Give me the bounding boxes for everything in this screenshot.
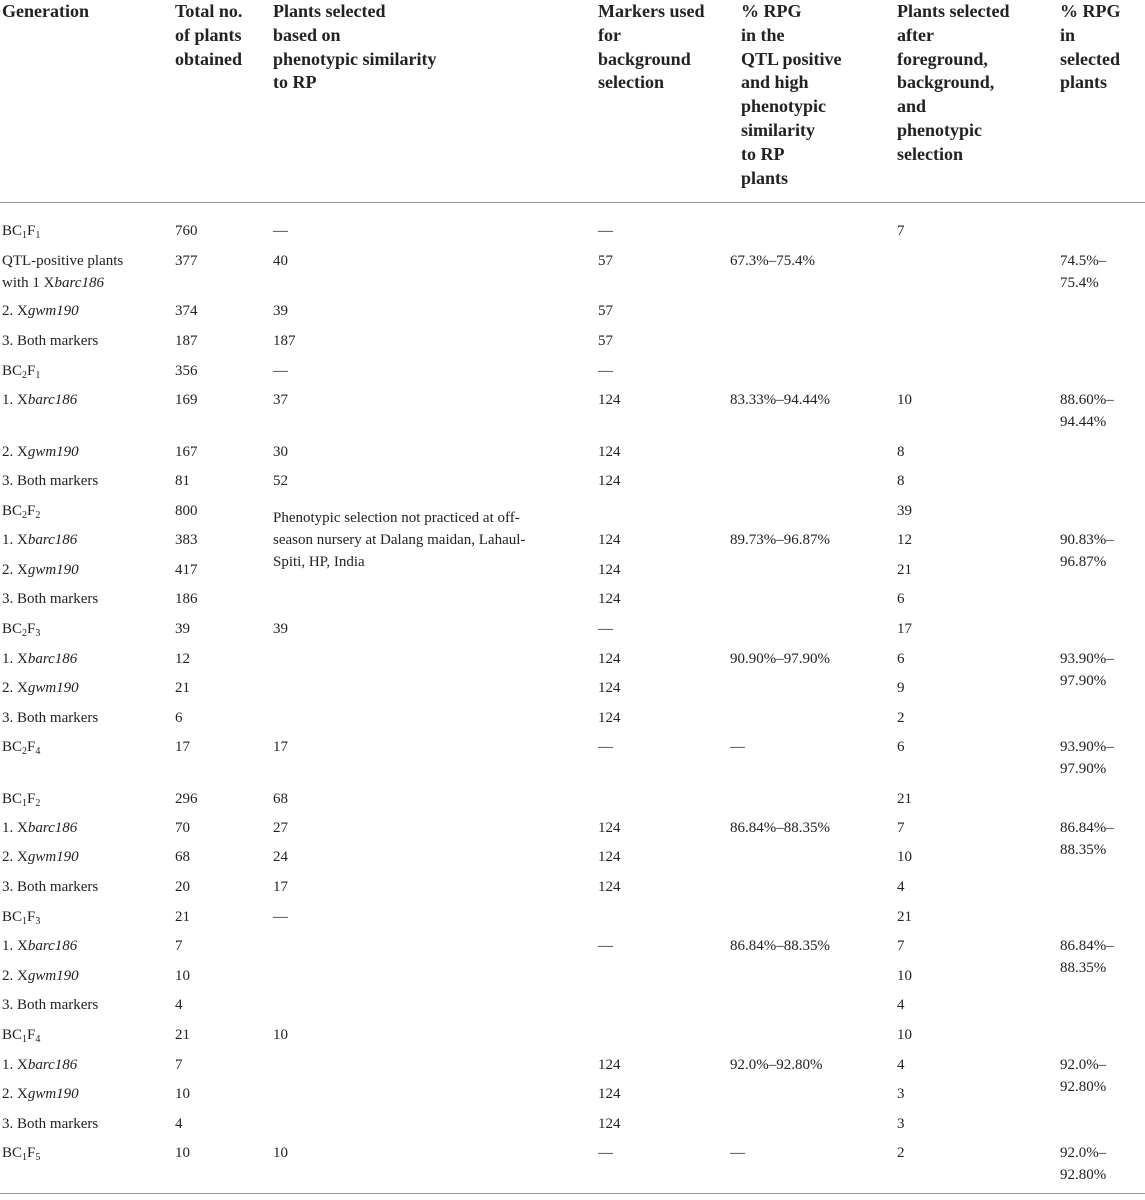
cell-plants-selected: 7 — [897, 223, 905, 239]
table-bottom-rule — [0, 1193, 1145, 1194]
generation-text: BC — [2, 909, 23, 925]
cell-phenotypic-selected: 10 — [273, 1027, 288, 1043]
cell-rpg-selected: 74.5%– 75.4% — [1060, 253, 1107, 291]
cell-markers-used: 124 — [598, 820, 621, 836]
cell-plants-selected: 6 — [897, 591, 905, 607]
cell-generation — [2, 250, 123, 294]
generation-subscript: 1 — [35, 230, 41, 241]
cell-generation — [2, 677, 79, 699]
cell-generation — [2, 876, 98, 898]
cell-markers-used: 124 — [598, 532, 621, 548]
generation-text: F — [27, 1145, 36, 1161]
header-markers-used: Markers used for background selection — [598, 1, 705, 93]
cell-markers-used: — — [598, 739, 613, 755]
cell-generation — [2, 618, 40, 640]
cell-total: 68 — [175, 849, 190, 865]
cell-total: 21 — [175, 680, 190, 696]
marker-name: barc186 — [27, 820, 78, 836]
header-rpg-qtl-positive: % RPG in the QTL positive and high phenotypic similarity to RP plants — [741, 1, 842, 188]
cell-phenotypic-selected: 17 — [273, 879, 288, 895]
cell-generation — [2, 846, 79, 868]
cell-generation — [2, 1054, 77, 1076]
cell-total: 186 — [175, 591, 198, 607]
cell-markers-used: 124 — [598, 444, 621, 460]
generation-text: 2. X — [2, 680, 28, 696]
cell-total: 760 — [175, 223, 198, 239]
generation-text: F — [27, 503, 36, 519]
generation-subscript: 1 — [22, 230, 28, 241]
cell-generation — [2, 1024, 40, 1046]
header-plants-selected-phenotypic: Plants selected based on phenotypic similarity to RP — [273, 1, 437, 93]
cell-rpg-qtl: 86.84%–88.35% — [730, 820, 830, 836]
generation-subscript: 2 — [22, 370, 28, 381]
header-plants-selected-after: Plants selected after foreground, background, and phenotypic selection — [897, 1, 1010, 164]
header-total-plants: Total no. of plants obtained — [175, 1, 243, 69]
generation-text: 2. X — [2, 849, 28, 865]
generation-subscript: 2 — [22, 510, 28, 521]
cell-phenotypic-selected: 39 — [273, 303, 288, 319]
cell-markers-used: 124 — [598, 1116, 621, 1132]
cell-rpg-qtl: 83.33%–94.44% — [730, 392, 830, 408]
phenotypic-note: Phenotypic selection not practiced at off- season nursery at Dalang maidan, Lahaul- Spiti, HP, India — [273, 510, 526, 570]
marker-name: barc186 — [27, 1057, 78, 1073]
cell-generation — [2, 559, 79, 581]
generation-subscript: 1 — [35, 370, 41, 381]
cell-phenotypic-selected: — — [273, 223, 288, 239]
cell-markers-used: 57 — [598, 303, 613, 319]
cell-plants-selected: 6 — [897, 739, 905, 755]
marker-name: barc186 — [54, 275, 104, 291]
cell-rpg-selected: 93.90%– 97.90% — [1060, 739, 1114, 777]
marker-name: gwm190 — [27, 303, 79, 319]
cell-rpg-qtl: — — [730, 739, 745, 755]
generation-text: F — [27, 791, 36, 807]
cell-markers-used: 124 — [598, 562, 621, 578]
cell-markers-used: — — [598, 938, 613, 954]
cell-plants-selected: 8 — [897, 444, 905, 460]
cell-generation — [2, 994, 98, 1016]
generation-subscript: 3 — [35, 916, 41, 927]
cell-markers-used: 124 — [598, 710, 621, 726]
cell-generation — [2, 330, 98, 352]
cell-total: 4 — [175, 1116, 183, 1132]
cell-markers-used: 57 — [598, 253, 613, 269]
cell-total: 4 — [175, 997, 183, 1013]
marker-name: barc186 — [27, 532, 78, 548]
marker-name: barc186 — [27, 938, 78, 954]
cell-rpg-selected: 92.0%– 92.80% — [1060, 1057, 1107, 1095]
cell-plants-selected: 21 — [897, 562, 912, 578]
cell-total: 10 — [175, 1086, 190, 1102]
cell-phenotypic-selected: 17 — [273, 739, 288, 755]
cell-generation — [2, 470, 98, 492]
cell-generation — [2, 1083, 79, 1105]
cell-generation — [2, 441, 79, 463]
cell-plants-selected: 2 — [897, 710, 905, 726]
cell-total: 417 — [175, 562, 198, 578]
header-generation: Generation — [2, 1, 89, 21]
cell-generation — [2, 817, 77, 839]
generation-subscript: 4 — [35, 746, 41, 757]
generation-subscript: 1 — [22, 1152, 28, 1163]
cell-plants-selected: 17 — [897, 621, 912, 637]
generation-text: BC — [2, 621, 23, 637]
cell-rpg-qtl: 90.90%–97.90% — [730, 651, 830, 667]
cell-phenotypic-selected: — — [273, 363, 288, 379]
cell-markers-used: 124 — [598, 392, 621, 408]
cell-total: 356 — [175, 363, 198, 379]
cell-rpg-selected: 86.84%– 88.35% — [1060, 820, 1114, 858]
cell-generation — [2, 965, 79, 987]
generation-text: 2. X — [2, 444, 28, 460]
marker-name: gwm190 — [27, 562, 79, 578]
cell-plants-selected: 4 — [897, 997, 905, 1013]
generation-text: 3. Both markers — [2, 879, 99, 895]
cell-total: 39 — [175, 621, 190, 637]
cell-total: 17 — [175, 739, 190, 755]
marker-name: gwm190 — [27, 849, 79, 865]
generation-text: 1. X — [2, 651, 28, 667]
cell-markers-used: 124 — [598, 879, 621, 895]
cell-phenotypic-selected: 10 — [273, 1145, 288, 1161]
generation-subscript: 2 — [22, 746, 28, 757]
generation-text: 2. X — [2, 303, 28, 319]
generation-subscript: 1 — [22, 798, 28, 809]
cell-markers-used: 124 — [598, 849, 621, 865]
cell-generation — [2, 736, 40, 758]
marker-name: gwm190 — [27, 1086, 79, 1102]
cell-markers-used: 124 — [598, 1086, 621, 1102]
cell-markers-used: — — [598, 621, 613, 637]
cell-rpg-qtl: 92.0%–92.80% — [730, 1057, 823, 1073]
cell-phenotypic-selected: 24 — [273, 849, 288, 865]
cell-markers-used: — — [598, 223, 613, 239]
cell-plants-selected: 4 — [897, 1057, 905, 1073]
cell-phenotypic-selected: 68 — [273, 791, 288, 807]
cell-phenotypic-selected: — — [273, 909, 288, 925]
cell-total: 800 — [175, 503, 198, 519]
cell-plants-selected: 10 — [897, 849, 912, 865]
cell-total: 187 — [175, 333, 198, 349]
cell-markers-used: 124 — [598, 473, 621, 489]
cell-total: 21 — [175, 909, 190, 925]
cell-generation — [2, 300, 79, 322]
generation-text: 1. X — [2, 938, 28, 954]
cell-plants-selected: 10 — [897, 968, 912, 984]
generation-subscript: 2 — [22, 628, 28, 639]
generation-subscript: 4 — [35, 1034, 41, 1045]
generation-text: F — [27, 1027, 36, 1043]
generation-subscript: 2 — [35, 798, 41, 809]
cell-total: 81 — [175, 473, 190, 489]
cell-markers-used: 124 — [598, 651, 621, 667]
cell-plants-selected: 3 — [897, 1086, 905, 1102]
cell-markers-used: 124 — [598, 1057, 621, 1073]
cell-phenotypic-selected: 39 — [273, 621, 288, 637]
cell-plants-selected: 8 — [897, 473, 905, 489]
generation-text: F — [27, 621, 36, 637]
cell-markers-used: 124 — [598, 680, 621, 696]
cell-phenotypic-selected: 30 — [273, 444, 288, 460]
cell-plants-selected: 39 — [897, 503, 912, 519]
generation-text: BC — [2, 503, 23, 519]
generation-text: BC — [2, 1027, 23, 1043]
generation-text: 1. X — [2, 1057, 28, 1073]
generation-text: QTL-positive plants with 1 X — [2, 253, 124, 291]
cell-plants-selected: 10 — [897, 392, 912, 408]
cell-plants-selected: 7 — [897, 820, 905, 836]
cell-total: 7 — [175, 1057, 183, 1073]
cell-total: 383 — [175, 532, 198, 548]
generation-text: BC — [2, 363, 23, 379]
cell-generation — [2, 906, 40, 928]
generation-text: 3. Both markers — [2, 473, 99, 489]
cell-generation — [2, 648, 77, 670]
cell-phenotypic-selected: 52 — [273, 473, 288, 489]
cell-plants-selected: 9 — [897, 680, 905, 696]
cell-phenotypic-selected: 40 — [273, 253, 288, 269]
cell-total: 6 — [175, 710, 183, 726]
cell-rpg-qtl: 89.73%–96.87% — [730, 532, 830, 548]
cell-plants-selected: 6 — [897, 651, 905, 667]
generation-subscript: 5 — [35, 1152, 41, 1163]
cell-total: 377 — [175, 253, 198, 269]
generation-subscript: 2 — [35, 510, 41, 521]
cell-plants-selected: 3 — [897, 1116, 905, 1132]
cell-generation — [2, 788, 40, 810]
cell-plants-selected: 10 — [897, 1027, 912, 1043]
cell-total: 10 — [175, 1145, 190, 1161]
generation-text: 3. Both markers — [2, 710, 99, 726]
cell-phenotypic-selected: 187 — [273, 333, 296, 349]
marker-name: barc186 — [27, 392, 78, 408]
generation-text: 1. X — [2, 820, 28, 836]
marker-name: gwm190 — [27, 968, 79, 984]
generation-text: 2. X — [2, 968, 28, 984]
generation-subscript: 1 — [22, 1034, 28, 1045]
cell-generation — [2, 360, 40, 382]
cell-total: 70 — [175, 820, 190, 836]
cell-plants-selected: 4 — [897, 879, 905, 895]
cell-markers-used: — — [598, 363, 613, 379]
generation-text: 3. Both markers — [2, 591, 99, 607]
generation-text: 3. Both markers — [2, 997, 99, 1013]
cell-total: 20 — [175, 879, 190, 895]
generation-text: 3. Both markers — [2, 333, 99, 349]
generation-text: F — [27, 909, 36, 925]
table-header — [0, 0, 1145, 203]
generation-text: 2. X — [2, 1086, 28, 1102]
generation-text: BC — [2, 791, 23, 807]
generation-text: F — [27, 363, 36, 379]
cell-plants-selected: 12 — [897, 532, 912, 548]
cell-generation — [2, 588, 98, 610]
cell-rpg-selected: 88.60%– 94.44% — [1060, 392, 1114, 430]
generation-text: 1. X — [2, 392, 28, 408]
generation-text: F — [27, 739, 36, 755]
generation-text: F — [27, 223, 36, 239]
cell-total: 374 — [175, 303, 198, 319]
cell-rpg-qtl: 86.84%–88.35% — [730, 938, 830, 954]
cell-markers-used: 124 — [598, 591, 621, 607]
cell-generation — [2, 707, 98, 729]
generation-text: BC — [2, 739, 23, 755]
generation-subscript: 3 — [35, 628, 41, 639]
cell-rpg-selected: 92.0%– 92.80% — [1060, 1145, 1107, 1183]
cell-plants-selected: 2 — [897, 1145, 905, 1161]
cell-plants-selected: 21 — [897, 791, 912, 807]
cell-rpg-selected: 90.83%– 96.87% — [1060, 532, 1114, 570]
cell-plants-selected: 7 — [897, 938, 905, 954]
cell-total: 169 — [175, 392, 198, 408]
generation-text: BC — [2, 1145, 23, 1161]
cell-total: 7 — [175, 938, 183, 954]
cell-total: 10 — [175, 968, 190, 984]
cell-rpg-qtl: 67.3%–75.4% — [730, 253, 815, 269]
cell-generation — [2, 389, 77, 411]
cell-generation — [2, 500, 40, 522]
cell-total: 21 — [175, 1027, 190, 1043]
generation-text: 1. X — [2, 532, 28, 548]
cell-phenotypic-selected: 27 — [273, 820, 288, 836]
cell-phenotypic-selected: 37 — [273, 392, 288, 408]
cell-generation — [2, 935, 77, 957]
cell-generation — [2, 1142, 40, 1164]
cell-generation — [2, 529, 77, 551]
cell-total: 12 — [175, 651, 190, 667]
cell-rpg-qtl: — — [730, 1145, 745, 1161]
header-rpg-selected: % RPG in selected plants — [1060, 1, 1121, 93]
cell-rpg-selected: 86.84%– 88.35% — [1060, 938, 1114, 976]
cell-total: 296 — [175, 791, 198, 807]
cell-generation — [2, 1113, 98, 1135]
cell-markers-used: — — [598, 1145, 613, 1161]
cell-generation — [2, 220, 40, 242]
cell-total: 167 — [175, 444, 198, 460]
generation-text: 2. X — [2, 562, 28, 578]
cell-rpg-selected: 93.90%– 97.90% — [1060, 651, 1114, 689]
cell-plants-selected: 21 — [897, 909, 912, 925]
marker-name: gwm190 — [27, 680, 79, 696]
cell-markers-used: 57 — [598, 333, 613, 349]
marker-name: gwm190 — [27, 444, 79, 460]
generation-text: 3. Both markers — [2, 1116, 99, 1132]
generation-text: BC — [2, 223, 23, 239]
marker-name: barc186 — [27, 651, 78, 667]
generation-subscript: 1 — [22, 916, 28, 927]
